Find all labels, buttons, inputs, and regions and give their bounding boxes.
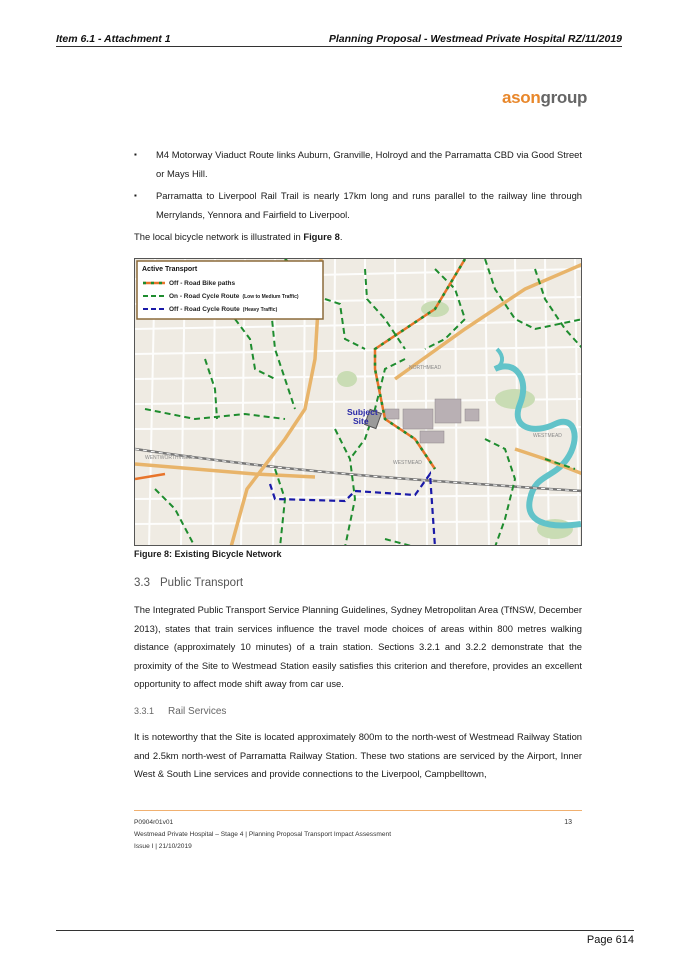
legend-item-note: (Heavy Traffic) xyxy=(242,307,278,313)
subject-site-label: Site xyxy=(353,416,369,426)
page-footer-rule xyxy=(56,930,634,931)
asongroup-logo: asongroup xyxy=(502,88,588,107)
figure-caption: Figure 8: Existing Bicycle Network xyxy=(134,549,282,559)
map-legend xyxy=(137,261,323,319)
legend-item-label: Off - Road Cycle Route xyxy=(169,306,240,313)
bullet-list xyxy=(134,146,582,228)
page-label: Page 614 xyxy=(586,934,634,946)
bicycle-network-map xyxy=(134,258,582,546)
svg-text:Off - Road Cycle Route(Heavy T xyxy=(169,306,278,313)
legend-item-label: Off - Road Bike paths xyxy=(169,280,236,287)
legend-item-note: (Low to Medium Traffic) xyxy=(242,294,299,300)
subject-site-label: Subject xyxy=(347,407,378,417)
subsection-paragraph: It is noteworthy that the Site is located approximately 800m to the north-west of Westmead Railway Station and 2.5km north-west of Parramatta Railway Station. These two stations are serviced by the Airport, Inner West & South Line services and provide connections to the Liverpool, Campbelltown, xyxy=(134,731,582,779)
place-label: WESTMEAD xyxy=(393,460,422,466)
section-paragraph: The Integrated Public Transport Service Planning Guidelines, Sydney Metropolitan Area (TfNSW, December 2013), states that train services influence the travel mode choices of areas within 800 metres walking distance (approximately 10 minutes) of a train station. Sections 3.2.1 and 3.2.2 demonstrate that the proximity of the Site to Westmead Station easily satisfies this criterion and therefore, provides an excellent opportunity to affect mode shift away from car use. xyxy=(134,604,582,689)
footer-issue: Issue I | 21/10/2019 xyxy=(134,843,192,850)
header-attachment-label: Item 6.1 - Attachment 1 xyxy=(56,33,171,45)
header-document-title: Planning Proposal - Westmead Private Hospital RZ/11/2019 xyxy=(328,33,622,45)
footer-reference: P0904r01v01 xyxy=(134,819,174,826)
svg-text:On - Road Cycle Route(Low to M xyxy=(169,293,299,300)
list-item: ▪ M4 Motorway Viaduct Route links Auburn, Granville, Holroyd and the Parramatta CBD via Good Street or Mays Hill. xyxy=(134,146,582,183)
footer-page-number: 13 xyxy=(564,819,572,826)
footer-rule xyxy=(134,810,582,811)
subsection-heading: 3.3.1 Rail Services xyxy=(134,706,227,717)
bullet-mark: ▪ xyxy=(134,150,137,159)
legend-item-label: On - Road Cycle Route xyxy=(169,293,240,300)
place-label: WESTMEAD xyxy=(533,433,562,439)
list-item: ▪ Parramatta to Liverpool Rail Trail is nearly 17km long and runs parallel to the railway line through Merrylands, Yennora and Fairfield to Liverpool. xyxy=(134,187,582,224)
header-rule xyxy=(56,46,622,47)
section-heading: 3.3 Public Transport xyxy=(134,577,244,589)
place-label: WENTWORTHVILLE xyxy=(145,455,193,461)
bullet-mark: ▪ xyxy=(134,191,137,200)
legend-title: Active Transport xyxy=(142,266,198,273)
figure-intro-paragraph: The local bicycle network is illustrated in Figure 8. xyxy=(134,231,343,242)
place-label: NORTHMEAD xyxy=(409,365,442,371)
footer-document: Westmead Private Hospital – Stage 4 | Planning Proposal Transport Impact Assessment xyxy=(134,831,392,838)
